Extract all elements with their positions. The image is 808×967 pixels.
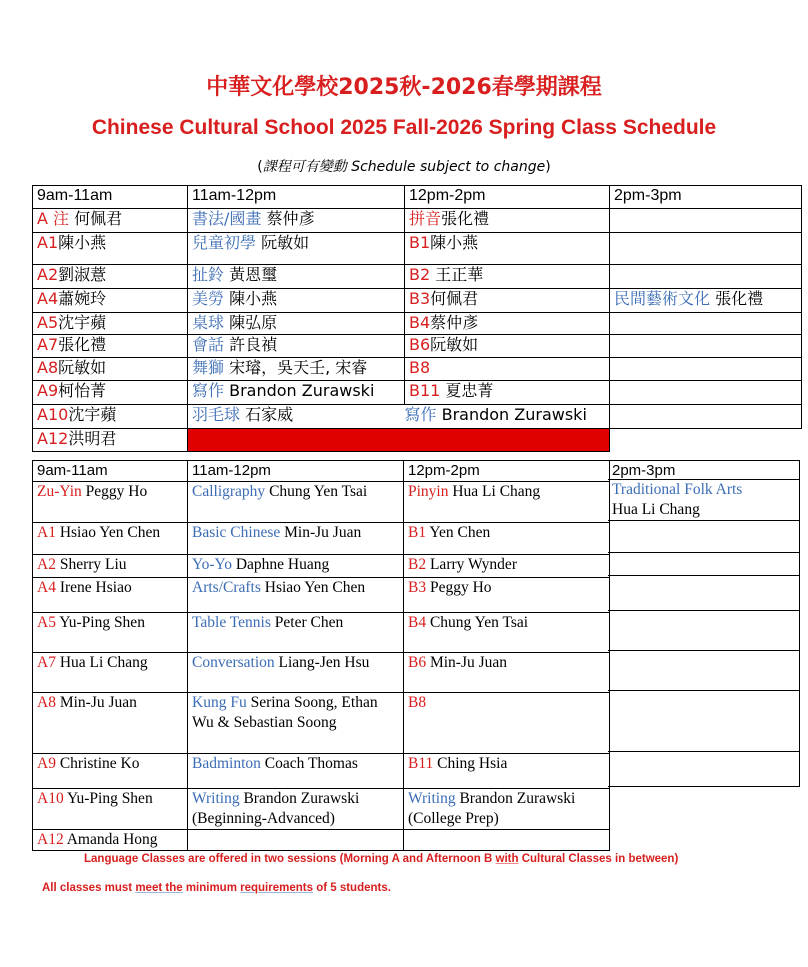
teacher-name: Hua Li Chang bbox=[55, 654, 148, 671]
teacher-name: Christine Ko bbox=[55, 755, 140, 772]
footnote-text: minimum bbox=[182, 882, 241, 894]
table-row bbox=[33, 209, 802, 233]
table-row bbox=[33, 754, 610, 789]
class-cell bbox=[188, 523, 404, 555]
class-name: A5 bbox=[37, 313, 59, 332]
class-name: A1 bbox=[37, 524, 56, 541]
teacher-name: 石家威 bbox=[240, 405, 294, 424]
class-cell bbox=[188, 265, 405, 289]
class-cell bbox=[610, 209, 802, 233]
teacher-name: Min-Ju Juan bbox=[55, 694, 137, 711]
class-cell bbox=[33, 555, 188, 578]
class-name: A9 bbox=[37, 755, 56, 772]
class-cell bbox=[608, 691, 800, 752]
teacher-name: 夏忠菁 bbox=[440, 381, 494, 400]
class-name: B2 bbox=[409, 265, 431, 284]
teacher-name: Yu-Ping Shen bbox=[55, 614, 145, 631]
table-row bbox=[33, 335, 802, 358]
table-row bbox=[33, 789, 610, 830]
class-cell bbox=[610, 265, 802, 289]
class-cell bbox=[33, 578, 188, 613]
teacher-name: 劉淑薏 bbox=[58, 265, 107, 284]
class-cell bbox=[610, 233, 802, 265]
class-name: A5 bbox=[37, 614, 56, 631]
footnote-text: All classes must bbox=[42, 882, 136, 894]
class-name: B4 bbox=[408, 614, 427, 631]
class-name: 寫作 bbox=[404, 405, 437, 424]
class-cell bbox=[405, 335, 610, 358]
table-row bbox=[33, 693, 610, 754]
footnote-text: Cultural Classes in between) bbox=[518, 853, 679, 865]
class-cell bbox=[404, 482, 610, 523]
class-name: A 注 bbox=[37, 209, 70, 228]
teacher-name: 何佩君 bbox=[430, 289, 479, 308]
class-name: 書法/國畫 bbox=[192, 209, 262, 228]
teacher-name: Daphne Huang bbox=[231, 556, 330, 573]
class-name: A7 bbox=[37, 335, 59, 354]
class-cell bbox=[188, 653, 404, 693]
teacher-name: Hua Li Chang bbox=[448, 483, 541, 500]
empty-cell bbox=[610, 405, 802, 429]
title-english: Chinese Cultural School 2025 Fall-2026 Spring Class Schedule bbox=[91, 116, 717, 139]
table-row bbox=[33, 358, 802, 381]
class-name: 寫作 bbox=[192, 381, 225, 400]
class-name: B11 bbox=[409, 381, 441, 400]
teacher-name: 何佩君 bbox=[69, 209, 123, 228]
teacher-name: 黃恩璽 bbox=[224, 265, 278, 284]
class-cell bbox=[608, 576, 800, 611]
teacher-name: 陳弘原 bbox=[224, 313, 278, 332]
teacher-name: 阮敏如 bbox=[58, 358, 107, 377]
teacher-name: 陳小燕 bbox=[430, 233, 479, 252]
class-name: A4 bbox=[37, 289, 59, 308]
teacher-name: Irene Hsiao bbox=[55, 579, 132, 596]
chinese-schedule-table bbox=[32, 185, 802, 452]
class-cell bbox=[608, 611, 800, 651]
class-name: 兒童初學 bbox=[192, 233, 257, 252]
class-name: A1 bbox=[37, 233, 59, 252]
class-cell bbox=[610, 313, 802, 335]
class-name: B1 bbox=[409, 233, 431, 252]
teacher-name: Brandon Zurawski bbox=[436, 405, 587, 424]
class-cell bbox=[405, 358, 610, 381]
teacher-name: 張化禮 bbox=[441, 209, 490, 228]
class-cell bbox=[404, 613, 610, 653]
class-name: Traditional Folk Arts bbox=[612, 481, 743, 498]
class-name: A8 bbox=[37, 694, 56, 711]
teacher-name: Chung Yen Tsai bbox=[426, 614, 529, 631]
class-name: A10 bbox=[37, 790, 64, 807]
table-row bbox=[33, 613, 610, 653]
teacher-name: Brandon Zurawski (College Prep) bbox=[408, 790, 576, 827]
class-cell bbox=[33, 313, 188, 335]
table-row bbox=[33, 381, 802, 405]
teacher-name: 阮敏如 bbox=[430, 335, 479, 354]
class-cell bbox=[610, 381, 802, 405]
class-cell bbox=[610, 289, 802, 313]
class-name: Kung Fu bbox=[192, 694, 247, 711]
footnote-text: with bbox=[495, 853, 519, 865]
class-name: A12 bbox=[37, 831, 64, 848]
class-cell bbox=[188, 693, 404, 754]
class-name: 會話 bbox=[192, 335, 225, 354]
teacher-name: 沈宇蘋 bbox=[58, 313, 107, 332]
teacher-name: 柯怡菁 bbox=[58, 381, 107, 400]
teacher-name: Amanda Hong bbox=[63, 831, 158, 848]
class-cell bbox=[33, 830, 188, 851]
class-cell bbox=[404, 578, 610, 613]
class-cell bbox=[405, 209, 610, 233]
class-cell bbox=[188, 381, 405, 405]
teacher-name: Hsiao Yen Chen bbox=[55, 524, 161, 541]
class-cell bbox=[405, 405, 610, 429]
class-code: A10 bbox=[37, 405, 69, 424]
class-cell bbox=[33, 653, 188, 693]
class-cell bbox=[610, 335, 802, 358]
class-cell bbox=[188, 233, 405, 265]
class-cell bbox=[405, 289, 610, 313]
footnote-text: meet the bbox=[135, 882, 183, 894]
class-name: B6 bbox=[408, 654, 427, 671]
class-name: A4 bbox=[37, 579, 56, 596]
table-row bbox=[33, 482, 610, 523]
table-row bbox=[33, 265, 802, 289]
teacher-name: 張化禮 bbox=[58, 335, 107, 354]
class-name: Conversation bbox=[192, 654, 275, 671]
english-col4 bbox=[608, 460, 800, 787]
teacher-name: Peggy Ho bbox=[81, 483, 148, 500]
table-row bbox=[33, 523, 610, 555]
subtitle-en: Schedule subject to change bbox=[346, 159, 546, 175]
footnote-text: of 5 students. bbox=[313, 882, 391, 894]
footnote-sessions bbox=[84, 853, 678, 865]
header-cell: 9am-11am bbox=[33, 461, 188, 482]
class-cell bbox=[33, 482, 188, 523]
class-name: Badminton bbox=[192, 755, 261, 772]
teacher-name: Peggy Ho bbox=[426, 579, 492, 596]
teacher-name: 洪明君 bbox=[68, 429, 117, 448]
class-name: 舞獅 bbox=[192, 358, 225, 377]
class-name: B8 bbox=[409, 358, 431, 377]
header-cell: 12pm-2pm bbox=[404, 461, 610, 482]
class-cell bbox=[188, 289, 405, 313]
subtitle-open: ( bbox=[257, 159, 263, 175]
class-name: A8 bbox=[37, 358, 59, 377]
class-cell bbox=[188, 482, 404, 523]
teacher-name: Brandon Zurawski (Beginning-Advanced) bbox=[192, 790, 360, 827]
class-name: Basic Chinese bbox=[192, 524, 281, 541]
class-cell bbox=[404, 830, 610, 851]
class-cell bbox=[608, 651, 800, 691]
class-name: Table Tennis bbox=[192, 614, 271, 631]
teacher-name: 陳小燕 bbox=[58, 233, 107, 252]
title-chinese: 中華文化學校2025秋-2026春學期課程 bbox=[206, 75, 602, 100]
class-cell bbox=[33, 265, 188, 289]
class-cell bbox=[188, 313, 405, 335]
teacher-name: Min-Ju Juan bbox=[426, 654, 508, 671]
teacher-name: Chung Yen Tsai bbox=[265, 483, 368, 500]
class-name: Zu-Yin bbox=[37, 483, 82, 500]
table-row bbox=[33, 233, 802, 265]
footnote-text: requirements bbox=[240, 882, 313, 894]
teacher-name: Coach Thomas bbox=[260, 755, 358, 772]
class-cell bbox=[33, 335, 188, 358]
class-cell bbox=[33, 233, 188, 265]
class-cell bbox=[33, 358, 188, 381]
table-header-row bbox=[33, 186, 802, 209]
table-row bbox=[33, 405, 802, 429]
teacher-name: Hua Li Chang bbox=[612, 501, 700, 518]
class-cell bbox=[404, 523, 610, 555]
header-cell: 11am-12pm bbox=[188, 461, 404, 482]
header-cell: 9am-11am bbox=[33, 186, 188, 209]
subtitle bbox=[0, 156, 808, 176]
class-cell bbox=[188, 335, 405, 358]
table-row bbox=[33, 555, 610, 578]
class-name: A2 bbox=[37, 265, 59, 284]
class-cell bbox=[33, 405, 188, 429]
class-name: B3 bbox=[408, 579, 427, 596]
teacher-name: 宋璿，吳天壬, 宋睿 bbox=[224, 358, 368, 377]
class-name: B6 bbox=[409, 335, 431, 354]
class-cell bbox=[404, 653, 610, 693]
class-name: Pinyin bbox=[408, 483, 449, 500]
teacher-name: Yu-Ping Shen bbox=[63, 790, 153, 807]
class-name: A9 bbox=[37, 381, 59, 400]
class-cell bbox=[404, 693, 610, 754]
class-cell bbox=[608, 553, 800, 576]
class-name: 拼音 bbox=[409, 209, 442, 228]
class-name: B1 bbox=[408, 524, 427, 541]
class-cell bbox=[405, 233, 610, 265]
footnote-text: Language Classes are offered in two sessions (Morning A and Afternoon B bbox=[84, 853, 496, 865]
class-cell bbox=[188, 789, 404, 830]
table-header-row bbox=[33, 461, 610, 482]
teacher-name: Liang-Jen Hsu bbox=[274, 654, 370, 671]
table-row bbox=[33, 653, 610, 693]
table-row bbox=[33, 830, 610, 851]
teacher-name: 阮敏如 bbox=[256, 233, 310, 252]
class-cell bbox=[33, 754, 188, 789]
subtitle-zh: 課程可有變動 bbox=[262, 159, 347, 175]
header-cell: 2pm-3pm bbox=[608, 460, 800, 480]
class-cell bbox=[610, 358, 802, 381]
teacher-name: 許良禎 bbox=[224, 335, 278, 354]
teacher-name: Hsiao Yen Chen bbox=[260, 579, 366, 596]
table-row bbox=[33, 429, 802, 452]
teacher-name: Brandon Zurawski bbox=[224, 381, 375, 400]
class-cell bbox=[33, 429, 188, 452]
teacher-name: 王正華 bbox=[430, 265, 484, 284]
class-cell bbox=[33, 209, 188, 233]
red-bar bbox=[188, 429, 610, 452]
teacher-name: Min-Ju Juan bbox=[280, 524, 362, 541]
class-name: Arts/Crafts bbox=[192, 579, 261, 596]
class-name: 美勞 bbox=[192, 289, 225, 308]
class-cell bbox=[188, 754, 404, 789]
class-cell bbox=[33, 523, 188, 555]
teacher-name: 陳小燕 bbox=[224, 289, 278, 308]
class-cell bbox=[404, 555, 610, 578]
class-cell bbox=[33, 289, 188, 313]
class-name: 扯鈴 bbox=[192, 265, 225, 284]
class-name: 桌球 bbox=[192, 313, 225, 332]
class-name: A2 bbox=[37, 556, 56, 573]
class-cell bbox=[33, 789, 188, 830]
empty-cell bbox=[610, 429, 802, 452]
class-cell bbox=[33, 693, 188, 754]
header-cell: 12pm-2pm bbox=[405, 186, 610, 209]
class-cell bbox=[608, 752, 800, 787]
footnote-minimum bbox=[42, 882, 391, 894]
teacher-name: Serina Soong, Ethan Wu & Sebastian Soong bbox=[192, 694, 378, 731]
teacher-name: Larry Wynder bbox=[426, 556, 517, 573]
class-name: B2 bbox=[408, 556, 427, 573]
class-cell bbox=[188, 830, 404, 851]
header-cell: 11am-12pm bbox=[188, 186, 405, 209]
class-name: B3 bbox=[409, 289, 431, 308]
class-cell bbox=[404, 789, 610, 830]
subtitle-close: ) bbox=[545, 159, 551, 175]
class-name: Writing bbox=[192, 790, 240, 807]
teacher-name: 蕭婉玲 bbox=[58, 289, 107, 308]
class-name: 羽毛球 bbox=[192, 405, 241, 424]
class-cell bbox=[33, 381, 188, 405]
class-cell bbox=[405, 265, 610, 289]
class-cell bbox=[188, 613, 404, 653]
class-cell bbox=[188, 209, 405, 233]
class-cell bbox=[188, 405, 405, 429]
class-cell bbox=[405, 381, 610, 405]
class-name: B4 bbox=[409, 313, 431, 332]
table-row bbox=[33, 289, 802, 313]
class-cell bbox=[33, 613, 188, 653]
teacher-name: Yen Chen bbox=[426, 524, 491, 541]
class-cell bbox=[188, 578, 404, 613]
teacher-name: 蔡仲彥 bbox=[261, 209, 315, 228]
class-name: B8 bbox=[408, 694, 427, 711]
english-schedule-table bbox=[32, 460, 610, 851]
class-name: Calligraphy bbox=[192, 483, 266, 500]
teacher-name: Peter Chen bbox=[270, 614, 344, 631]
class-name: 民間藝術文化 bbox=[614, 289, 711, 308]
class-name: Yo-Yo bbox=[192, 556, 232, 573]
table-row bbox=[33, 578, 610, 613]
class-cell bbox=[608, 521, 800, 553]
class-cell bbox=[404, 754, 610, 789]
class-cell bbox=[188, 555, 404, 578]
header-cell: 2pm-3pm bbox=[610, 186, 802, 209]
teacher-name: 蔡仲彥 bbox=[430, 313, 479, 332]
class-cell bbox=[608, 480, 800, 521]
class-code: A12 bbox=[37, 429, 69, 448]
table-row bbox=[33, 313, 802, 335]
teacher-name: Ching Hsia bbox=[433, 755, 508, 772]
teacher-name: 張化禮 bbox=[710, 289, 764, 308]
class-name: B11 bbox=[408, 755, 434, 772]
teacher-name: Sherry Liu bbox=[55, 556, 127, 573]
class-cell bbox=[405, 313, 610, 335]
class-name: A7 bbox=[37, 654, 56, 671]
class-cell bbox=[188, 358, 405, 381]
class-name: Writing bbox=[408, 790, 456, 807]
teacher-name: 沈宇蘋 bbox=[68, 405, 117, 424]
